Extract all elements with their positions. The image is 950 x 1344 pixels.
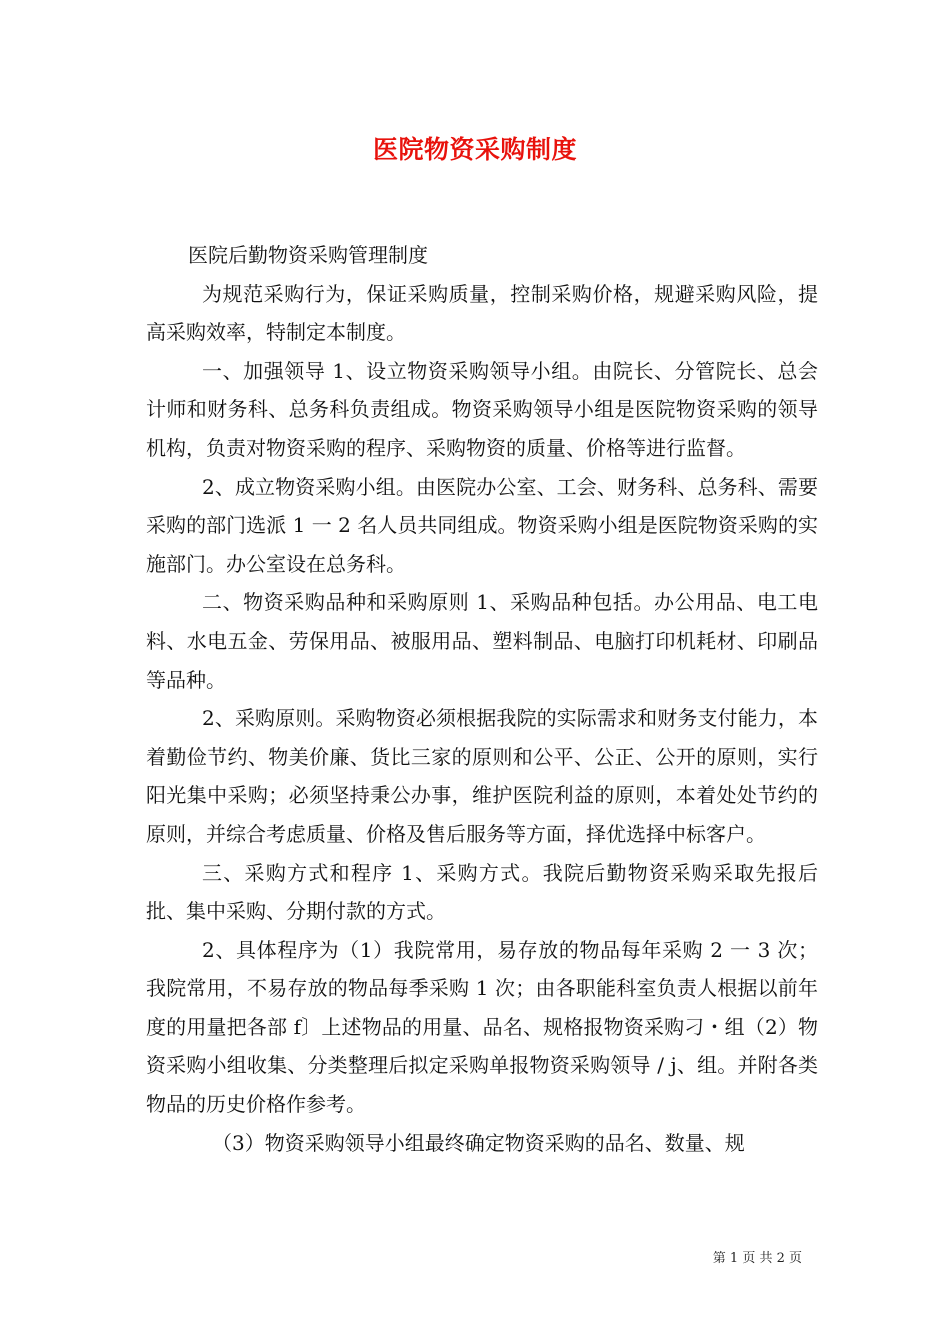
paragraph: 为规范采购行为，保证采购质量，控制采购价格，规避采购风险，提高采购效率，特制定本制度。 bbox=[146, 281, 818, 345]
page-number-label: 第 1 页 共 2 页 bbox=[712, 1251, 802, 1266]
paragraph: （3）物资采购领导小组最终确定物资采购的品名、数量、规 bbox=[212, 1130, 745, 1155]
paragraph: 一、加强领导 1、设立物资采购领导小组。由院长、分管院长、总会计师和财务科、总务科负责组成。物资采购领导小组是医院物资采购的领导机构，负责对物资采购的程序、采购物资的质量、价格等进行监督。 bbox=[146, 358, 818, 460]
paragraph: 2、成立物资采购小组。由医院办公室、工会、财务科、总务科、需要采购的部门选派 1 一 2 名人员共同组成。物资采购小组是医院物资采购的实施部门。办公室设在总务科。 bbox=[146, 474, 818, 576]
document-subheading: 医院后勤物资采购管理制度 bbox=[188, 243, 428, 267]
paragraph: 2、采购原则。采购物资必须根据我院的实际需求和财务支付能力，本着勤俭节约、物美价廉、货比三家的原则和公平、公正、公开的原则，实行阳光集中采购；必须坚持秉公办事，维护医院利益的原则，本着处处节约的原则，并综合考虑质量、价格及售后服务等方面，择优选择中标客户。 bbox=[146, 706, 818, 846]
page-number bbox=[713, 1250, 802, 1268]
paragraph: 2、具体程序为（1）我院常用，易存放的物品每年采购 2 一 3 次；我院常用，不易存放的物品每季采购 1 次；由各职能科室负责人根据以前年度的用量把各部 f〕上述物品的用量、品名、规格报物资采购刁・组（2）物资采购小组收集、分类整理后拟定采购单报物资采购领导 / j、组。并附各类物品的历史价格作参考。 bbox=[146, 937, 818, 1117]
document-title: 医院物资采购制度 bbox=[372, 135, 577, 164]
paragraph: 三、采购方式和程序 1、采购方式。我院后勤物资采购采取先报后批、集中采购、分期付款的方式。 bbox=[146, 860, 818, 924]
document-body bbox=[146, 236, 818, 1162]
paragraph: 二、物资采购品种和采购原则 1、采购品种包括。办公用品、电工电料、水电五金、劳保用品、被服用品、塑料制品、电脑打印机耗材、印刷品等品种。 bbox=[146, 590, 818, 692]
